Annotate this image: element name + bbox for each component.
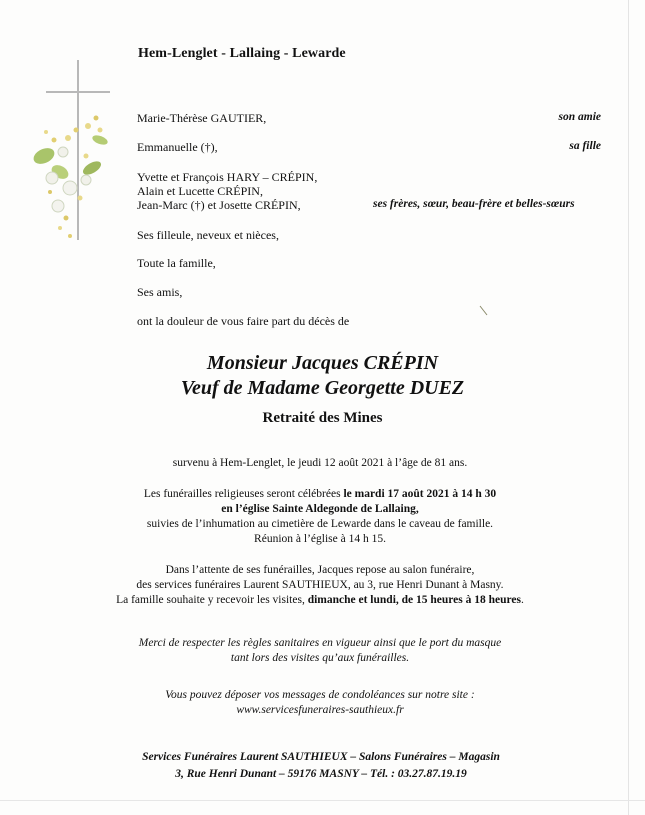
family-line-1: Marie-Thérèse GAUTIER, xyxy=(137,111,267,125)
family-line-5: Toute la famille, xyxy=(137,256,216,270)
family-line-3c: Jean-Marc (†) et Josette CRÉPIN, xyxy=(137,198,301,212)
deceased-occupation: Retraité des Mines xyxy=(262,410,383,426)
visit-line-1: Dans l’attente de ses funérailles, Jacques repose au salon funéraire, xyxy=(165,564,475,576)
visit-line-3-end: . xyxy=(521,594,524,606)
family-line-3a: Yvette et François HARY – CRÉPIN, xyxy=(137,170,318,184)
family-line-2: Emmanuelle (†), xyxy=(137,140,218,154)
page-edge-bottom xyxy=(0,800,645,801)
visit-line-3-text: La famille souhaite y recevoir les visites, xyxy=(116,594,308,606)
relation-1: son amie xyxy=(558,111,601,123)
condolences-line: Vous pouvez déposer vos messages de condoléances sur notre site : xyxy=(165,689,475,701)
funeral-line-1 xyxy=(0,487,645,502)
family-line-4: Ses filleule, neveux et nièces, xyxy=(137,228,279,242)
cross-with-flowers-icon xyxy=(30,60,120,245)
scan-mark xyxy=(478,304,490,318)
sanitary-line-2: tant lors des visites qu’aux funérailles. xyxy=(230,652,410,664)
relation-2: sa fille xyxy=(569,140,601,152)
funeral-date: le mardi 17 août 2021 à 14 h 30 xyxy=(343,488,497,500)
family-line-7: ont la douleur de vous faire part du décès de xyxy=(137,314,350,328)
footer-company: Services Funéraires Laurent SAUTHIEUX – Salons Funéraires – Magasin xyxy=(142,751,500,763)
family-line-6: Ses amis, xyxy=(137,285,183,299)
deceased-name: Monsieur Jacques CRÉPIN xyxy=(206,352,439,374)
visit-line-2: des services funéraires Laurent SAUTHIEUX, au 3, rue Henri Dunant à Masny. xyxy=(136,579,504,591)
funeral-church: en l’église Sainte Aldegonde de Lallaing, xyxy=(221,503,419,515)
relation-3: ses frères, sœur, beau-frère et belles-sœurs xyxy=(373,198,575,210)
family-line-3b: Alain et Lucette CRÉPIN, xyxy=(137,184,263,198)
header-title: Hem-Lenglet - Lallaing - Lewarde xyxy=(138,46,346,61)
funeral-burial: suivies de l’inhumation au cimetière de Lewarde dans le caveau de famille. xyxy=(146,518,494,530)
death-line: survenu à Hem-Lenglet, le jeudi 12 août 2021 à l’âge de 81 ans. xyxy=(172,457,468,469)
funeral-line-1-text: Les funérailles religieuses seront célébrées xyxy=(143,488,344,500)
footer-address: 3, Rue Henri Dunant – 59176 MASNY – Tél. : 03.27.87.19.19 xyxy=(175,768,467,780)
sanitary-line-1: Merci de respecter les règles sanitaires en vigueur ainsi que le port du masque xyxy=(138,637,502,649)
visit-line-3 xyxy=(0,593,645,608)
funeral-meeting: Réunion à l’église à 14 h 15. xyxy=(254,533,386,545)
visit-hours: dimanche et lundi, de 15 heures à 18 heures xyxy=(307,594,522,606)
deceased-spouse-line: Veuf de Madame Georgette DUEZ xyxy=(180,377,465,399)
condolences-website: www.servicesfuneraires-sauthieux.fr xyxy=(236,704,404,716)
